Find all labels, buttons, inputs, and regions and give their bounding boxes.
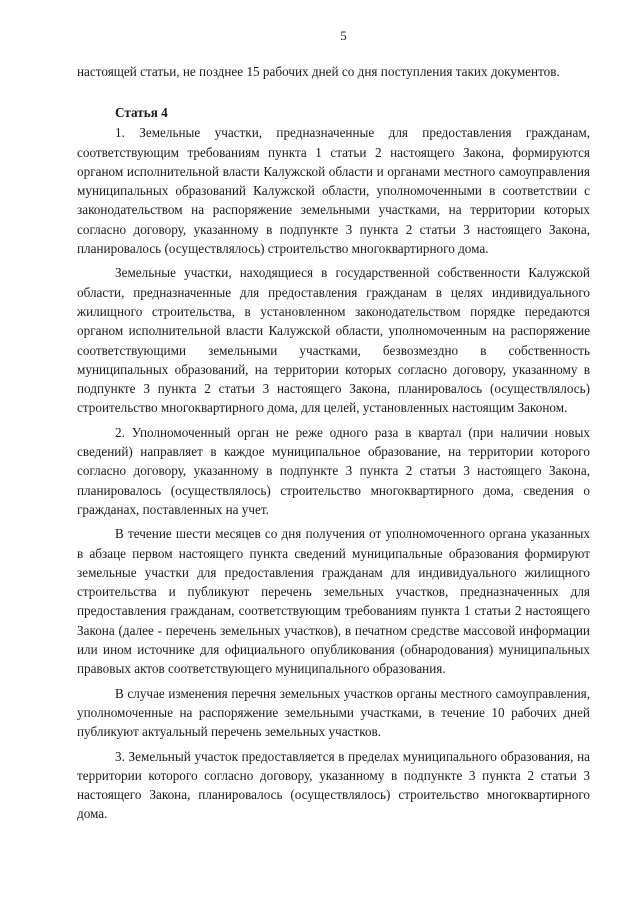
page-number: 5 — [340, 28, 347, 43]
paragraph-6: 3. Земельный участок предоставляется в пределах муниципального образования, на территории которого согласно договору, указанному в подпункте 3 пункта 2 статьи 3 настоящего Закона, планировалось (осуществлялось) строительство многоквартирного дома. — [77, 748, 590, 822]
paragraph-5: В случае изменения перечня земельных участков органы местного самоуправления, уполномоченные на распоряжение земельными участками, в течение 10 рабочих дней публикуют актуальный перечень земельных участков. — [77, 685, 590, 740]
paragraph-4: В течение шести месяцев со дня получения от уполномоченного органа указанных в абзаце первом настоящего пункта сведений муниципальные образования формируют земельные участки для предоставления гражданам для индивидуального жилищного строительства и публикуют перечень земельных участков, предназначенных для предоставления гражданам, соответствующим требованиям пункта 1 статьи 2 настоящего Закона (далее - перечень земельных участков), в печатном средстве массовой информации или ином источнике для официального опубликования (обнародования) муниципальных правовых актов соответствующего муниципального образования. — [77, 526, 590, 677]
intro-paragraph: настоящей статьи, не позднее 15 рабочих дней со дня поступления таких документов. — [77, 64, 560, 79]
article-heading: Статья 4 — [115, 105, 168, 121]
paragraph-3: 2. Уполномоченный орган не реже одного раза в квартал (при наличии новых сведений) направляет в каждое муниципальное образование, на территории которого согласно договору, указанному в подпункте 3 пункта 2 статьи 3 настоящего Закона, планировалось (осуществлялось) строительство многоквартирного дома, сведения о гражданах, поставленных на учет. — [77, 424, 590, 517]
paragraph-2: Земельные участки, находящиеся в государственной собственности Калужской области, предназначенные для предоставления гражданам в целях индивидуального жилищного строительства, в установленном законодательством порядке передаются органом исполнительной власти Калужской области, уполномоченным на распоряжение соответствующими земельными участками, безвозмездно в собственность муниципальных образований, на территории которых согласно договору, указанному в подпункте 3 пункта 2 статьи 3 настоящего Закона, планировалось (осуществлялось) строительство многоквартирного дома, для целей, установленных настоящим Законом. — [77, 265, 590, 416]
paragraph-1: 1. Земельные участки, предназначенные для предоставления гражданам, соответствующим требованиям пункта 1 статьи 2 настоящего Закона, формируются органом исполнительной власти Калужской области и органами местного самоуправления муниципальных образований Калужской области, уполномоченными в соответствии с законодательством на распоряжение земельными участками, на территории которых согласно договору, указанному в подпункте 3 пункта 2 статьи 3 настоящего Закона, планировалось (осуществлялось) строительство многоквартирного дома. — [77, 125, 590, 257]
